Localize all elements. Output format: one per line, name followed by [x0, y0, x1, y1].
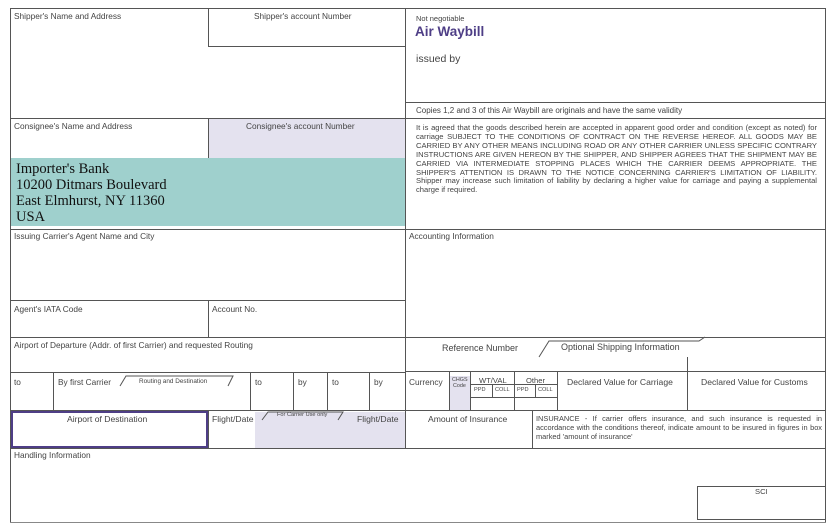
- wt-val-label: WT/VAL: [479, 376, 507, 385]
- currency-label: Currency: [409, 377, 443, 387]
- to-label: to: [14, 377, 21, 387]
- by-label-3: by: [374, 377, 383, 387]
- shipper-account-field[interactable]: [209, 22, 404, 45]
- consignee-account-label: Consignee's account Number: [246, 121, 355, 131]
- shipper-account-label: Shipper's account Number: [254, 11, 352, 21]
- coll-label-2: COLL: [538, 387, 553, 393]
- copies-notice: Copies 1,2 and 3 of this Air Waybill are originals and have the same validity: [416, 106, 683, 115]
- shipper-name-address-field[interactable]: [11, 22, 207, 117]
- ppd-label: PPD: [474, 387, 486, 393]
- to-label-3: to: [332, 377, 339, 387]
- agent-name-city-label: Issuing Carrier's Agent Name and City: [14, 231, 155, 241]
- handling-info-label: Handling Information: [14, 450, 91, 460]
- declared-customs-label: Declared Value for Customs: [701, 377, 808, 387]
- flight-date-label-2: Flight/Date: [357, 414, 399, 424]
- handling-info-field[interactable]: [11, 462, 695, 520]
- airport-destination-label: Airport of Destination: [67, 414, 148, 424]
- reference-number-label: Reference Number: [442, 343, 519, 353]
- sci-label: SCI: [755, 487, 768, 496]
- by-first-carrier-label: By first Carrier: [58, 377, 112, 387]
- amount-of-insurance-label: Amount of Insurance: [428, 414, 508, 424]
- ppd-label-2: PPD: [517, 387, 529, 393]
- flight-date-label: Flight/Date: [212, 414, 254, 424]
- accounting-info-field[interactable]: [406, 242, 824, 336]
- agent-iata-code-label: Agent's IATA Code: [14, 304, 83, 314]
- accounting-info-label: Accounting Information: [409, 231, 494, 241]
- declared-carriage-label: Declared Value for Carriage: [567, 377, 673, 387]
- by-label-2: by: [298, 377, 307, 387]
- consignee-address-line: East Elmhurst, NY 11360: [16, 193, 165, 209]
- consignee-address-line: USA: [16, 209, 46, 225]
- coll-label: COLL: [495, 387, 510, 393]
- shipper-name-address-label: Shipper's Name and Address: [14, 11, 122, 21]
- code-label: Code: [453, 383, 466, 389]
- consignee-address-line: 10200 Ditmars Boulevard: [16, 177, 167, 193]
- not-negotiable-label: Not negotiable: [416, 14, 465, 23]
- to-label-2: to: [255, 377, 262, 387]
- airport-departure-label: Airport of Departure (Addr. of first Carrier) and requested Routing: [14, 340, 253, 350]
- conditions-of-contract-text: It is agreed that the goods described herein are accepted in apparent good order and condition (except as noted) for carriage SUBJECT TO THE CONDITIONS OF CONTRACT ON THE REVERSE HEREOF. ALL GOODS MAY BE CARRIED BY ANY OTHER MEANS INCLUDING ROAD OR ANY OTHER CARRIER UNLESS SPECIFIC CONTRARY INSTRUCTIONS ARE GIVEN HEREON BY THE SHIPPER, AND SHIPPER AGREES THAT THE SHIPMENT MAY BE CARRIED VIA INTERMEDIATE STOPPING PLACES WHICH THE CARRIER DEEMS APPROPRIATE. THE SHIPPER'S ATTENTION IS DRAWN TO THE NOTICE CONCERNING CARRIER'S LIMITATION OF LIABILITY. Shipper may increase such limitation of liability by declaring a higher value for carriage and paying a supplemental charge if required.: [416, 123, 817, 195]
- account-no-label: Account No.: [212, 304, 258, 314]
- consignee-address: [16, 161, 167, 225]
- chgs-label: CHGS: [452, 377, 468, 383]
- routing-destination-label: Routing and Destination: [139, 378, 208, 385]
- form-title: Air Waybill: [415, 24, 485, 39]
- consignee-name-address-label: Consignee's Name and Address: [14, 121, 133, 131]
- other-label: Other: [526, 376, 545, 385]
- carrier-use-only-label: For Carrier Use only: [277, 412, 328, 418]
- insurance-notice: INSURANCE - If carrier offers insurance, and such insurance is requested in accordance with the conditions thereof, indicate amount to be insured in figures in box marked 'amount of insurance': [536, 414, 822, 441]
- agent-name-city-field[interactable]: [11, 242, 404, 299]
- optional-shipping-label: Optional Shipping Information: [561, 342, 680, 352]
- issued-by-label: issued by: [416, 53, 461, 65]
- consignee-address-line: Importer's Bank: [16, 161, 110, 177]
